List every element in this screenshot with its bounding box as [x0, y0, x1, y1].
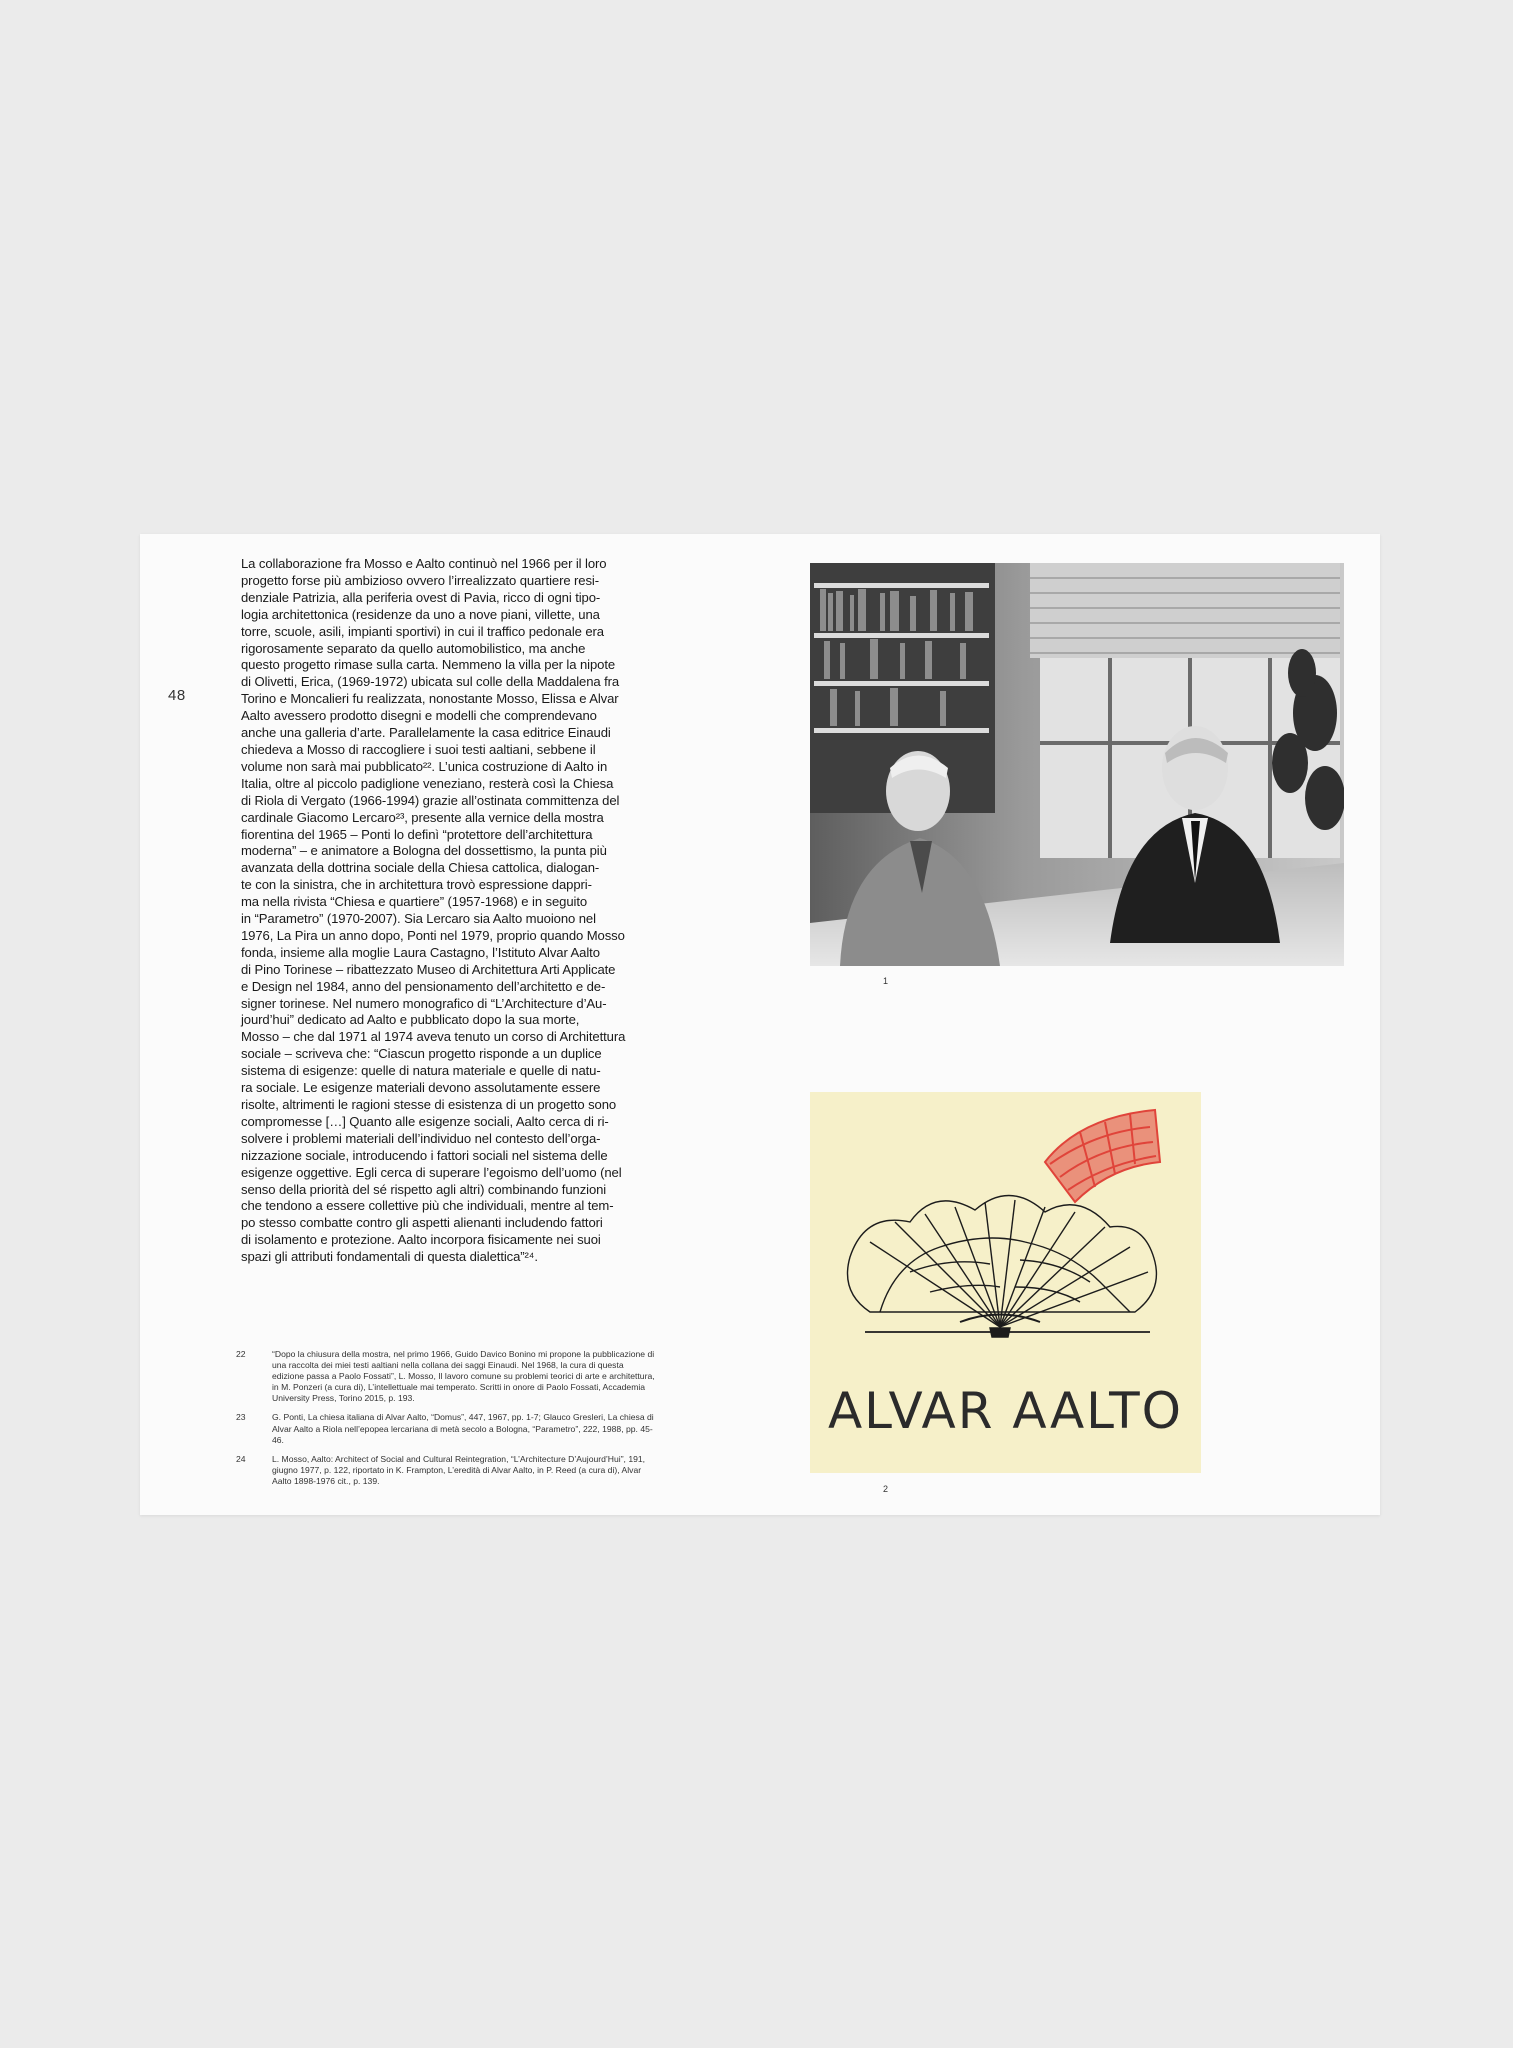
- body-line: fonda, insieme alla moglie Laura Castagno, l’Istituto Alvar Aalto: [241, 944, 600, 960]
- footnote-number: 24: [236, 1453, 246, 1464]
- body-line: di isolamento e protezione. Aalto incorpora fisicamente nei suoi: [241, 1232, 601, 1248]
- footnote-text: L. Mosso, Aalto: Architect of Social and Cultural Reintegration, “L’Architecture D’Aujourd’Hui”, 191, giugno 1977, p. 122, riportato in K. Frampton, L’eredità di Alvar Aalto, in P. Reed (a cura di), Alvar Aalto 1898-1976 cit., p. 139.: [272, 1453, 646, 1486]
- body-line: sistema di esigenze: quelle di natura materiale e quelle di natu-: [241, 1063, 601, 1079]
- figure-caption-2: 2: [883, 1484, 889, 1494]
- body-line: solvere i problemi materiali dell’individuo nel contesto dell’orga-: [241, 1130, 601, 1146]
- body-line: spazi gli attributi fondamentali di questa dialettica”²⁴.: [241, 1249, 538, 1265]
- body-line: avanzata della dottrina sociale della Chiesa cattolica, dialogan-: [241, 860, 600, 876]
- body-line: te con la sinistra, che in architettura trovò espressione dappri-: [241, 877, 592, 893]
- body-line: rigorosamente separato da quello automobilistico, ma anche: [241, 640, 586, 656]
- body-line: ra sociale. Le esigenze materiali devono assolutamente essere: [241, 1080, 601, 1096]
- body-line: Aalto avessero prodotto disegni e modelli che comprendevano: [241, 708, 597, 724]
- body-line: di Pino Torinese – ribattezzato Museo di Architettura Arti Applicate: [241, 961, 616, 977]
- body-line: esigenze oggettive. Egli cerca di superare l’egoismo dell’uomo (nel: [241, 1164, 622, 1180]
- body-text: [241, 556, 702, 1266]
- body-line: progetto forse più ambizioso ovvero l’irrealizzato quartiere resi-: [241, 572, 600, 588]
- body-line: fiorentina del 1965 – Ponti lo definì “protettore dell’architettura: [241, 826, 593, 842]
- body-line: sociale – scriveva che: “Ciascun progetto risponde a un duplice: [241, 1046, 602, 1062]
- photo-two-men: [810, 563, 1344, 966]
- footnote: [236, 1454, 656, 1487]
- body-line: signer torinese. Nel numero monografico di “L’Architecture d’Au-: [241, 995, 607, 1011]
- poster-title: ALVAR AALTO: [827, 1382, 1184, 1440]
- alvar-aalto-poster: [810, 1092, 1201, 1473]
- photo-illustration: [810, 563, 1344, 966]
- body-line: logia architettonica (residenze da uno a nove piani, villette, una: [241, 606, 600, 622]
- body-line: di Riola di Vergato (1966-1994) grazie all’ostinata committenza del: [241, 792, 620, 808]
- footnotes: [236, 1349, 656, 1495]
- body-line: in “Parametro” (1970-2007). Sia Lercaro sia Aalto muoiono nel: [241, 911, 596, 927]
- page-number: 48: [168, 687, 186, 704]
- body-line: di Olivetti, Erica, (1969-1972) ubicata sul colle della Maddalena fra: [241, 674, 620, 690]
- body-line: senso della priorità del sé rispetto agli altri) combinando funzioni: [241, 1181, 607, 1197]
- body-line: e Design nel 1984, anno del pensionamento dell’architetto e de-: [241, 978, 606, 994]
- body-line: volume non sarà mai pubblicato²². L’unica costruzione di Aalto in: [241, 758, 608, 774]
- body-line: questo progetto rimase sulla carta. Nemmeno la villa per la nipote: [241, 657, 616, 673]
- footnote-text: “Dopo la chiusura della mostra, nel primo 1966, Guido Davico Bonino mi propone la pubblicazione di una raccolta dei miei testi aaltiani nella collana dei saggi Einaudi. Nel 1968, la cura di questa edizione passa a Paolo Fossati”, L. Mosso, Il lavoro comune su problemi teorici di arte e architettura, in M. Ponzeri (a cura di), L’intellettuale mai temperato. Scritti in onore di Paolo Fossati, Accademia University Press, Torino 2015, p. 193.: [272, 1349, 655, 1404]
- body-line: po stesso combatte contro gli aspetti alienanti includendo fattori: [241, 1215, 603, 1231]
- body-line: torre, scuole, asili, impianti sportivi) in cui il traffico pedonale era: [241, 623, 604, 639]
- body-line: che tendono a essere collettive più che individuali, mentre al tem-: [241, 1198, 614, 1214]
- figure-caption-1: 1: [883, 976, 889, 986]
- body-line: anche una galleria d’arte. Parallelamente la casa editrice Einaudi: [241, 725, 611, 741]
- body-line: chiedeva a Mosso di raccogliere i suoi testi aaltiani, sebbene il: [241, 741, 596, 757]
- body-line: risolte, altrimenti le ragioni stesse di esistenza di un progetto sono: [241, 1097, 617, 1112]
- footnote: [236, 1412, 656, 1445]
- footnote-number: 22: [236, 1349, 246, 1359]
- body-line: Mosso – che dal 1971 al 1974 aveva tenuto un corso di Architettura: [241, 1029, 626, 1045]
- footnote: [236, 1349, 656, 1404]
- body-line: 1976, La Pira un anno dopo, Ponti nel 1979, proprio quando Mosso: [241, 927, 625, 943]
- body-line: jourd’hui” dedicato ad Aalto e pubblicato dopo la sua morte,: [241, 1012, 580, 1028]
- body-line: La collaborazione fra Mosso e Aalto continuò nel 1966 per il loro: [241, 556, 607, 571]
- body-line: Torino e Moncalieri fu realizzata, nonostante Mosso, Elissa e Alvar: [241, 691, 619, 707]
- body-line: Italia, oltre al piccolo padiglione veneziano, resterà così la Chiesa: [241, 775, 614, 791]
- body-line: moderna” – e animatore a Bologna del dossettismo, la punta più: [241, 843, 607, 859]
- body-line: compromesse […] Quanto alle esigenze sociali, Aalto cerca di ri-: [241, 1113, 609, 1129]
- body-line: denziale Patrizia, alla periferia ovest di Pavia, ricco di ogni tipo-: [241, 589, 601, 605]
- body-line: ma nella rivista “Chiesa e quartiere” (1957-1968) e in seguito: [241, 894, 588, 910]
- body-line: nizzazione sociale, introducendo i fattori sociali nel sistema delle: [241, 1147, 608, 1163]
- body-line: cardinale Giacomo Lercaro²³, presente alla vernice della mostra: [241, 809, 604, 825]
- footnote-text: G. Ponti, La chiesa italiana di Alvar Aalto, “Domus”, 447, 1967, pp. 1-7; Glauco Gresleri, La chiesa di Alvar Aalto a Riola nell’epopea lercariana di metà secolo a Bologna, “Parametro”, 222, 1988, pp. 45-46.: [272, 1412, 654, 1445]
- footnote-number: 23: [236, 1412, 246, 1423]
